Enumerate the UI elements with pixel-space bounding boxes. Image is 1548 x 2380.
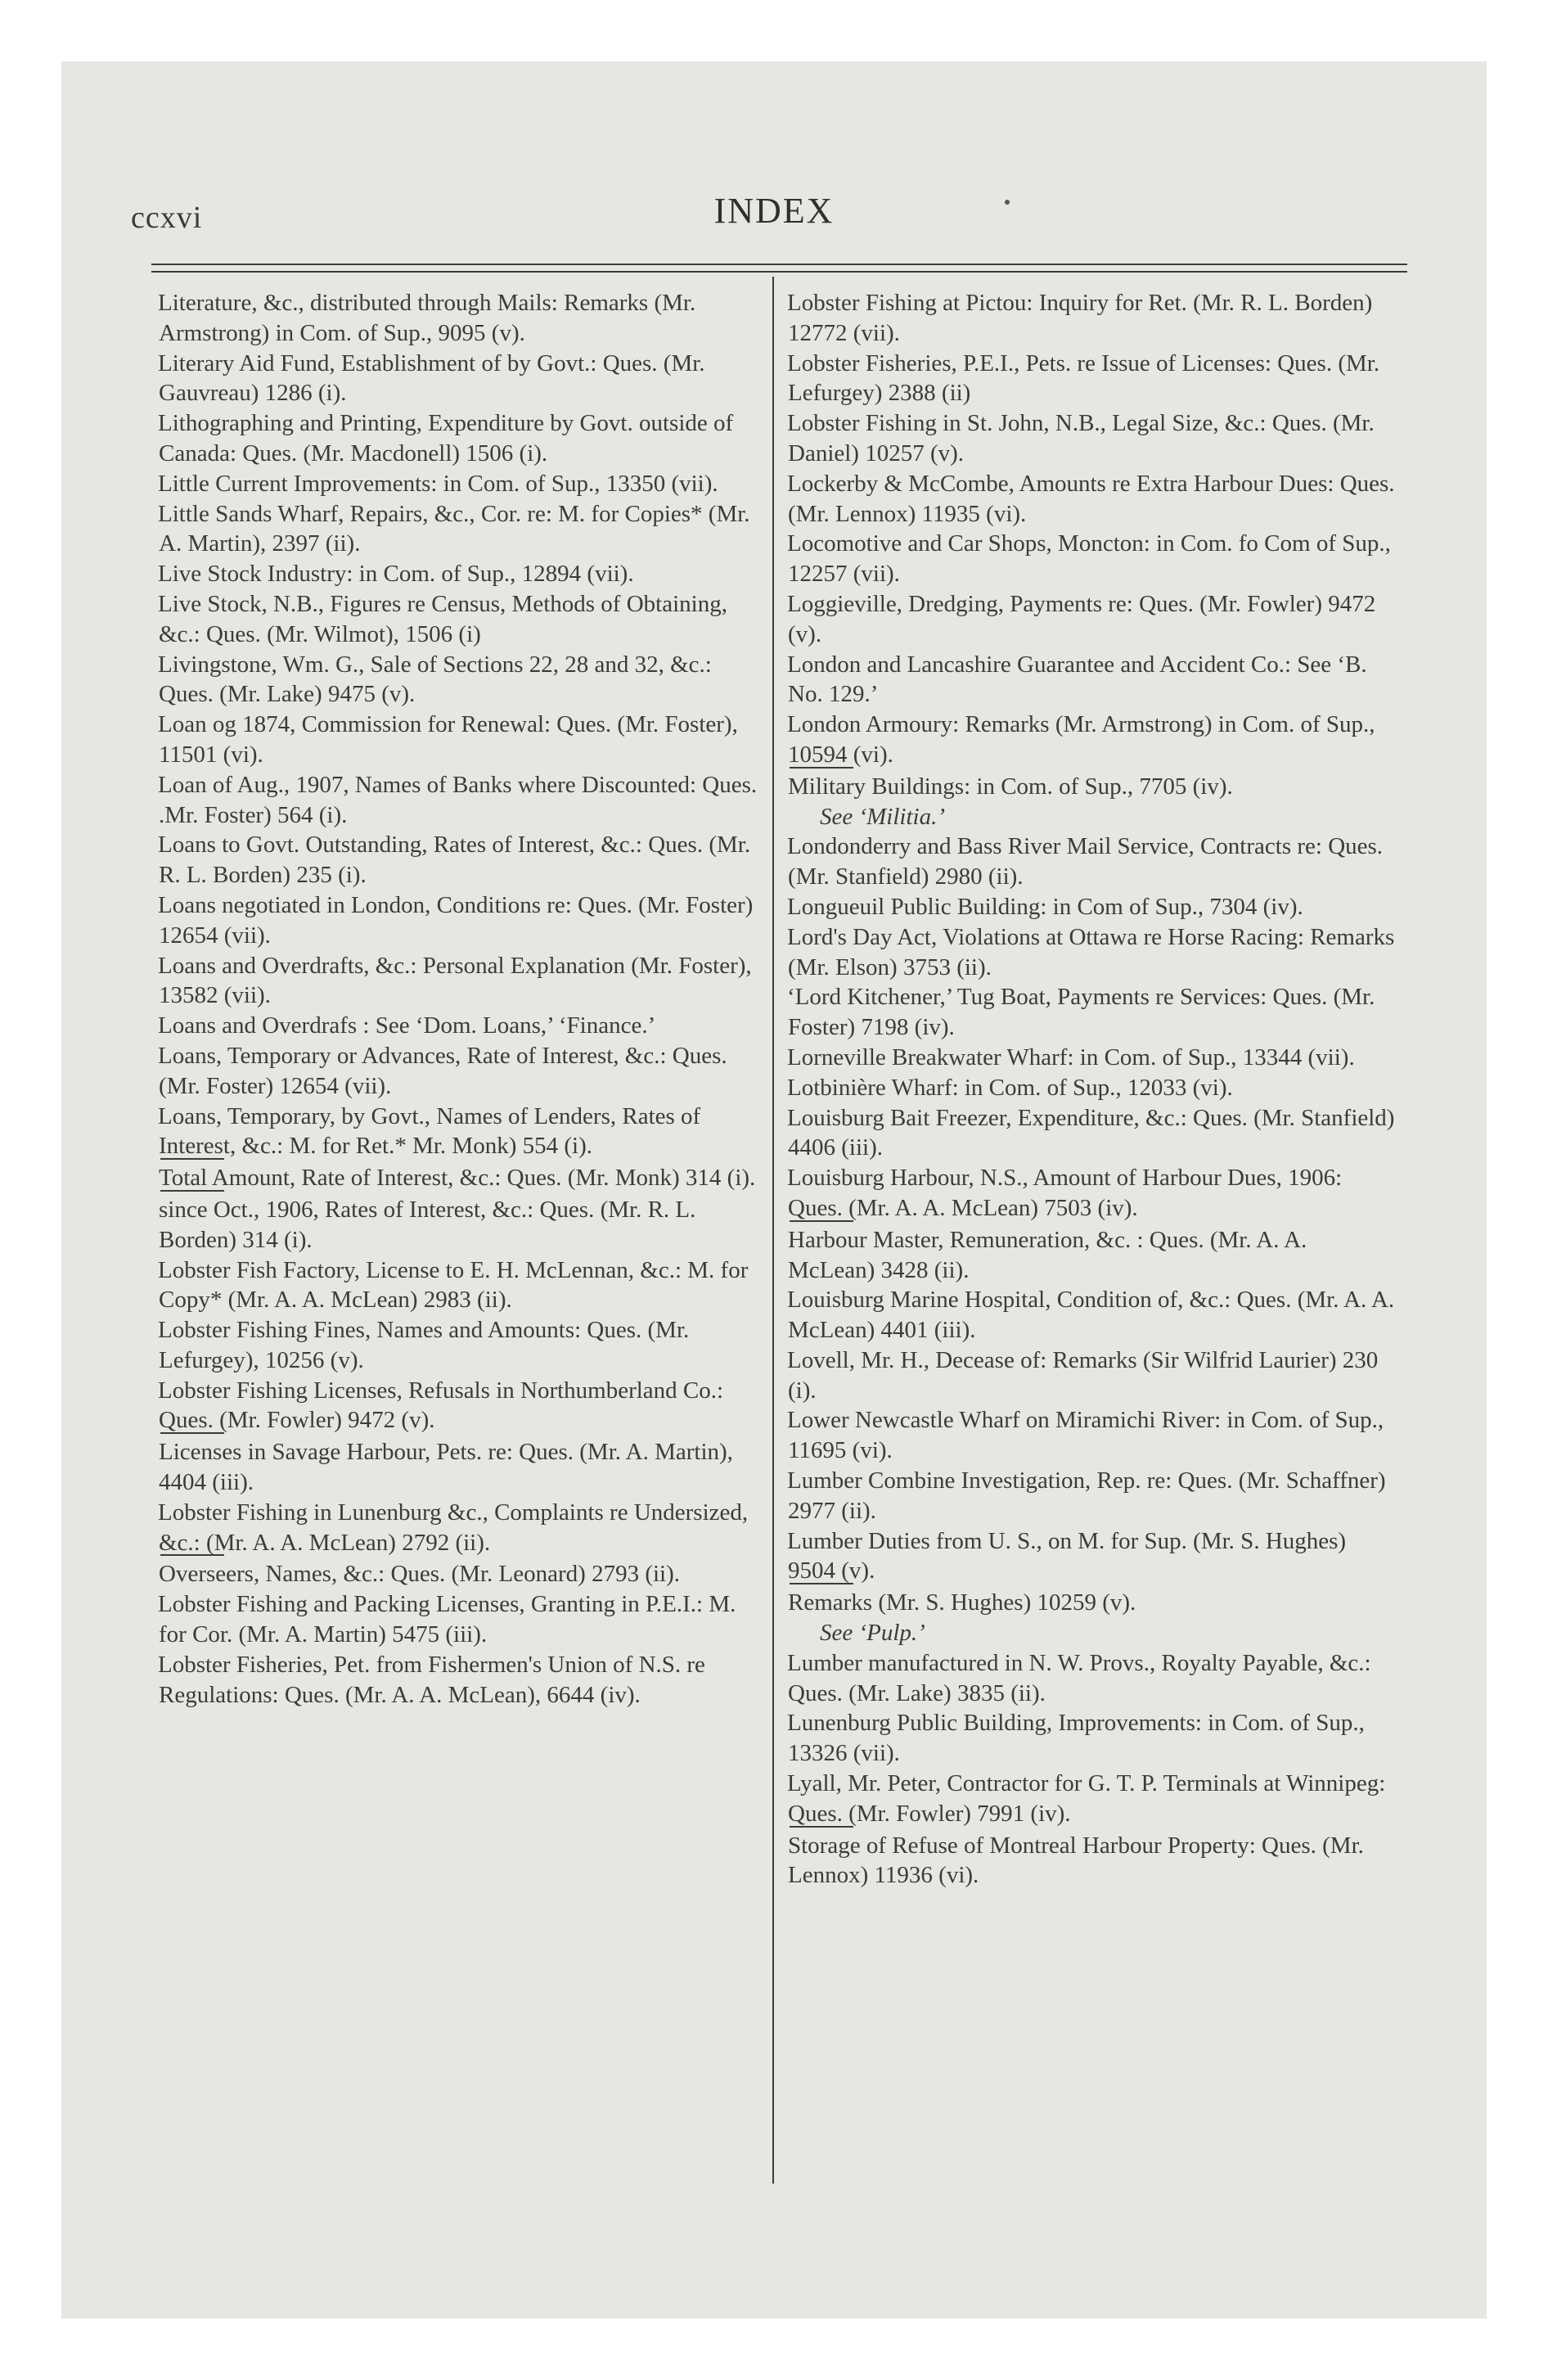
index-entry: Lobster Fishing Fines, Names and Amounts: Ques. (Mr. Lefurgey), 10256 (v). <box>158 1317 690 1373</box>
index-entry: Literature, &c., distributed through Mails: Remarks (Mr. Armstrong) in Com. of Sup., 9095 (v). <box>158 290 696 346</box>
index-entry: Louisburg Marine Hospital, Condition of, &c.: Ques. (Mr. A. A. McLean) 4401 (iii). <box>787 1287 1395 1344</box>
ditto-dash <box>790 1220 853 1222</box>
index-entry: Lobster Fishing in St. John, N.B., Legal Size, &c.: Ques. (Mr. Daniel) 10257 (v). <box>787 410 1375 467</box>
right-column <box>788 288 1398 1891</box>
see-reference: See ‘Pulp.’ <box>820 1620 925 1647</box>
index-entry: Loans, Temporary, by Govt., Names of Lenders, Rates of Interest, &c.: M. for Ret.* Mr. Monk) 554 (i). <box>158 1102 701 1160</box>
index-entry: Live Stock Industry: in Com. of Sup., 12894 (vii). <box>158 561 634 588</box>
subentry-text: Licenses in Savage Harbour, Pets. re: Ques. (Mr. A. Martin), 4404 (iii). <box>159 1439 733 1496</box>
index-entry: Lobster Fishing Licenses, Refusals in Northumberland Co.: Ques. (Mr. Fowler) 9472 (v). <box>158 1377 724 1434</box>
index-subentry <box>788 1586 1398 1618</box>
index-entry: Lithographing and Printing, Expenditure by Govt. outside of Canada: Ques. (Mr. Macdonell) 1506 (i). <box>158 410 734 467</box>
index-entry: Loans, Temporary or Advances, Rate of Interest, &c.: Ques. (Mr. Foster) 12654 (vii). <box>158 1042 727 1099</box>
index-entry: Little Sands Wharf, Repairs, &c., Cor. re: M. for Copies* (Mr. A. Martin), 2397 (ii). <box>158 500 750 557</box>
index-entry: Loggieville, Dredging, Payments re: Ques. (Mr. Fowler) 9472 (v). <box>787 590 1376 647</box>
index-entry: Loans and Overdrafts, &c.: Personal Explanation (Mr. Foster), 13582 (vii). <box>158 952 752 1009</box>
index-entry: Lorneville Breakwater Wharf: in Com. of Sup., 13344 (vii). <box>787 1044 1355 1071</box>
ditto-dash <box>160 1158 224 1160</box>
page-title: INDEX <box>713 191 835 231</box>
subentry-text: Total Amount, Rate of Interest, &c.: Ques. (Mr. Monk) 314 (i). <box>159 1165 756 1192</box>
index-entry: Loans and Overdrafs : See ‘Dom. Loans,’ ‘Finance.’ <box>158 1012 656 1039</box>
column-divider <box>772 277 774 2184</box>
index-entry: Lobster Fishing and Packing Licenses, Granting in P.E.I.: M. for Cor. (Mr. A. Martin) 5475 (iii). <box>158 1591 736 1648</box>
left-column <box>159 288 760 1710</box>
subentry-text: Storage of Refuse of Montreal Harbour Property: Ques. (Mr. Lennox) 11936 (vi). <box>788 1832 1364 1889</box>
ditto-dash <box>160 1190 224 1192</box>
ditto-dash <box>160 1432 224 1434</box>
index-entry: ‘Lord Kitchener,’ Tug Boat, Payments re Services: Ques. (Mr. Foster) 7198 (iv). <box>787 984 1375 1041</box>
index-subentry <box>788 1224 1398 1286</box>
index-entry: Lumber Combine Investigation, Rep. re: Ques. (Mr. Schaffner) 2977 (ii). <box>787 1467 1386 1524</box>
ditto-dash <box>790 1583 853 1584</box>
index-entry: Lower Newcastle Wharf on Miramichi River: in Com. of Sup., 11695 (vi). <box>787 1407 1384 1464</box>
subentry-text: since Oct., 1906, Rates of Interest, &c.: Ques. (Mr. R. L. Borden) 314 (i). <box>159 1196 696 1253</box>
index-entry: Lobster Fishing at Pictou: Inquiry for Ret. (Mr. R. L. Borden) 12772 (vii). <box>787 290 1373 346</box>
index-entry: Louisburg Bait Freezer, Expenditure, &c.: Ques. (Mr. Stanfield) 4406 (iii). <box>787 1104 1395 1161</box>
index-entry: Lyall, Mr. Peter, Contractor for G. T. P. Terminals at Winnipeg: Ques. (Mr. Fowler) 7991 (iv). <box>787 1770 1386 1827</box>
index-entry: Locomotive and Car Shops, Moncton: in Com. fo Com of Sup., 12257 (vii). <box>787 530 1391 588</box>
index-entry: Lobster Fisheries, Pet. from Fishermen's Union of N.S. re Regulations: Ques. (Mr. A. A. McLean), 6644 (iv). <box>158 1651 705 1708</box>
index-entry: Lobster Fishing in Lunenburg &c., Complaints re Undersized, &c.: (Mr. A. A. McLean) 2792 (ii). <box>158 1499 749 1556</box>
index-subentry <box>788 770 1398 802</box>
index-subentry <box>159 1436 760 1498</box>
index-entry: Loans to Govt. Outstanding, Rates of Interest, &c.: Ques. (Mr. R. L. Borden) 235 (i). <box>158 832 751 889</box>
index-subentry <box>159 1161 760 1193</box>
subentry-text: Military Buildings: in Com. of Sup., 7705 (iv). <box>788 773 1233 800</box>
index-subentry <box>788 1829 1398 1891</box>
page-number: ccxvi <box>131 201 203 235</box>
subentry-text: Harbour Master, Remuneration, &c. : Ques. (Mr. A. A. McLean) 3428 (ii). <box>788 1226 1307 1283</box>
index-entry: London and Lancashire Guarantee and Accident Co.: See ‘B. No. 129.’ <box>787 651 1367 708</box>
index-subentry <box>159 1557 760 1589</box>
header-rule-bottom <box>151 271 1407 273</box>
index-entry: Livingstone, Wm. G., Sale of Sections 22, 28 and 32, &c.: Ques. (Mr. Lake) 9475 (v). <box>158 651 712 708</box>
index-entry: London Armoury: Remarks (Mr. Armstrong) in Com. of Sup., 10594 (vi). <box>787 711 1375 768</box>
index-entry: Loan og 1874, Commission for Renewal: Ques. (Mr. Foster), 11501 (vi). <box>158 711 738 768</box>
subentry-text: Overseers, Names, &c.: Ques. (Mr. Leonard) 2793 (ii). <box>159 1561 681 1588</box>
index-entry: Loan of Aug., 1907, Names of Banks where Discounted: Ques. .Mr. Foster) 564 (i). <box>158 771 758 828</box>
ditto-dash <box>160 1554 224 1556</box>
index-entry: Loans negotiated in London, Conditions re: Ques. (Mr. Foster) 12654 (vii). <box>158 891 754 949</box>
index-entry: Lockerby & McCombe, Amounts re Extra Harbour Dues: Ques. (Mr. Lennox) 11935 (vi). <box>787 470 1395 527</box>
index-subentry <box>159 1193 760 1255</box>
ditto-dash <box>790 767 853 769</box>
index-entry: Little Current Improvements: in Com. of Sup., 13350 (vii). <box>158 470 718 497</box>
index-entry: Londonderry and Bass River Mail Service, Contracts re: Ques. (Mr. Stanfield) 2980 (ii). <box>787 833 1384 890</box>
index-entry: Lumber manufactured in N. W. Provs., Royalty Payable, &c.: Ques. (Mr. Lake) 3835 (ii). <box>787 1649 1371 1706</box>
index-entry: Lobster Fisheries, P.E.I., Pets. re Issue of Licenses: Ques. (Mr. Lefurgey) 2388 (ii) <box>787 349 1380 407</box>
ditto-dash <box>790 1826 853 1828</box>
index-entry: Lord's Day Act, Violations at Ottawa re Horse Racing: Remarks (Mr. Elson) 3753 (ii). <box>787 923 1395 980</box>
ink-dot <box>1005 200 1010 205</box>
see-reference: See ‘Militia.’ <box>820 803 946 830</box>
header-rule-top <box>151 264 1407 265</box>
index-entry: Lunenburg Public Building, Improvements: in Com. of Sup., 13326 (vii). <box>787 1710 1365 1767</box>
subentry-text: Remarks (Mr. S. Hughes) 10259 (v). <box>788 1589 1136 1616</box>
index-entry: Literary Aid Fund, Establishment of by Govt.: Ques. (Mr. Gauvreau) 1286 (i). <box>158 349 705 407</box>
index-entry: Lovell, Mr. H., Decease of: Remarks (Sir Wilfrid Laurier) 230 (i). <box>787 1346 1379 1404</box>
index-entry: Lotbinière Wharf: in Com. of Sup., 12033 (vi). <box>787 1074 1233 1101</box>
index-entry: Lumber Duties from U. S., on M. for Sup. (Mr. S. Hughes) 9504 (v). <box>787 1527 1347 1584</box>
index-entry: Live Stock, N.B., Figures re Census, Methods of Obtaining, &c.: Ques. (Mr. Wilmot), 1506 (i) <box>158 590 727 647</box>
index-entry: Longueuil Public Building: in Com of Sup., 7304 (iv). <box>787 893 1303 920</box>
index-entry: Lobster Fish Factory, License to E. H. McLennan, &c.: M. for Copy* (Mr. A. A. McLean) 2983 (ii). <box>158 1256 749 1314</box>
index-entry: Louisburg Harbour, N.S., Amount of Harbour Dues, 1906: Ques. (Mr. A. A. McLean) 7503 (iv). <box>787 1165 1343 1221</box>
